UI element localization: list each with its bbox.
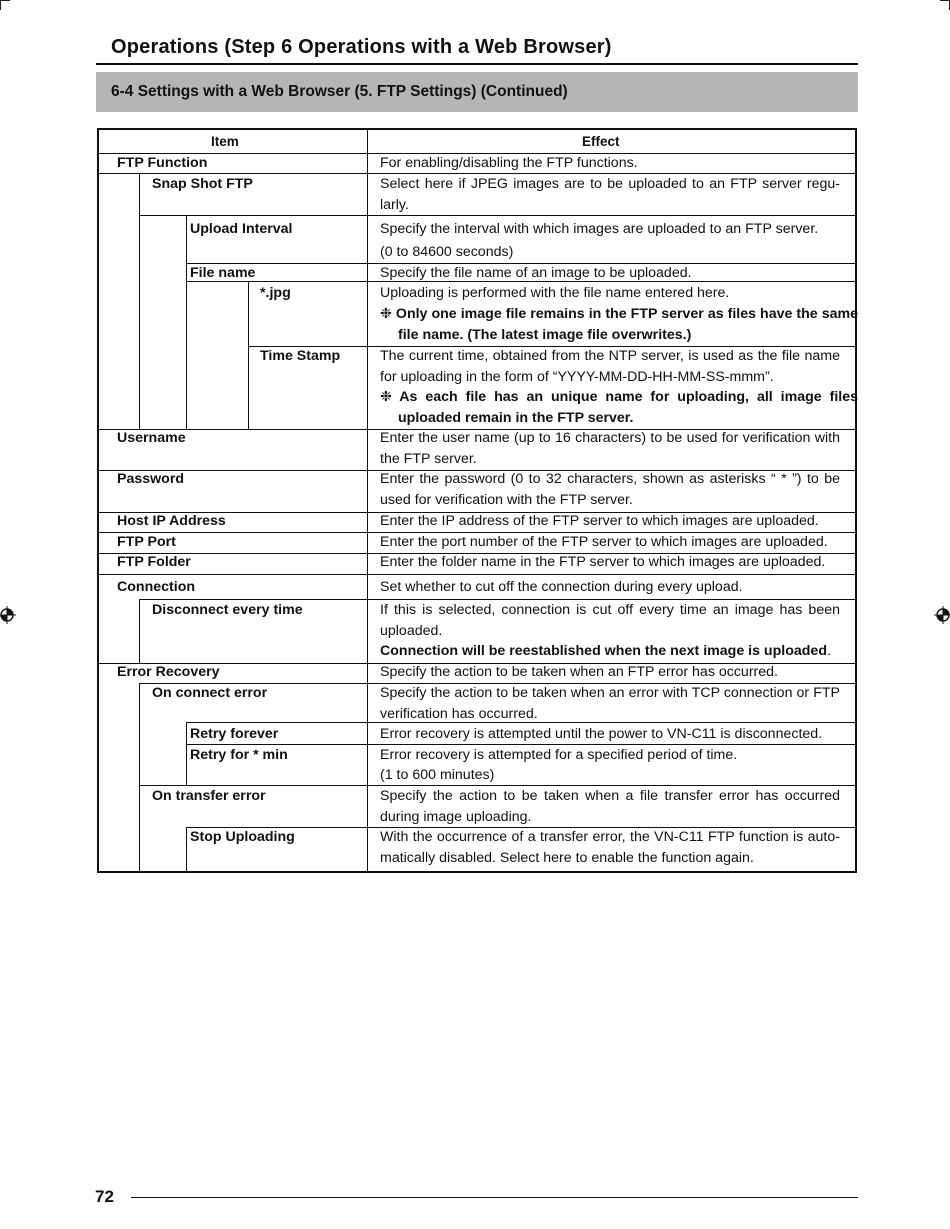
- registration-mark-icon: [934, 606, 950, 624]
- effect-ftp-folder: Enter the folder name in the FTP server to which images are uploaded.: [380, 554, 826, 570]
- note-jpg: ❉ Only one image file remains in the FTP server as files have the same file name. (The latest image file overwrites.): [380, 306, 858, 343]
- effect-ftp-function: For enabling/disabling the FTP functions.: [380, 155, 638, 171]
- effect-time-stamp: The current time, obtained from the NTP server, is used as the file name for uploading in the form of “YYYY-MM-DD-HH-MM-SS-mmm”.: [380, 348, 840, 385]
- item-retry-forever: Retry forever: [190, 726, 279, 742]
- effect-retry-for-min: Error recovery is attempted for a specified period of time.: [380, 747, 738, 763]
- effect-connection: Set whether to cut off the connection during every upload.: [380, 579, 743, 595]
- item-host-ip-address: Host IP Address: [117, 513, 226, 529]
- table-border: [97, 128, 857, 130]
- effect-disconnect-tail: .: [827, 643, 831, 659]
- row-rule: [97, 574, 857, 575]
- item-ftp-function: FTP Function: [117, 155, 208, 171]
- effect-error-recovery: Specify the action to be taken when an FTP error has occurred.: [380, 664, 778, 680]
- table-border: [855, 128, 857, 873]
- effect-file-name: Specify the file name of an image to be uploaded.: [380, 265, 692, 281]
- column-header-item: Item: [211, 134, 239, 149]
- item-ftp-port: FTP Port: [117, 534, 176, 550]
- effect-upload-interval: Specify the interval with which images are uploaded to an FTP server.: [380, 221, 819, 237]
- crop-mark: [0, 0, 1, 10]
- item-jpg: *.jpg: [260, 285, 291, 301]
- ftp-settings-table: [97, 128, 857, 873]
- nest-line: [139, 173, 140, 430]
- nest-line: [186, 722, 187, 785]
- effect-snap-shot-ftp: Select here if JPEG images are to be uploaded to an FTP server regu-larly.: [380, 176, 840, 213]
- column-header-effect: Effect: [582, 134, 620, 149]
- effect-on-connect-error: Specify the action to be taken when an error with TCP connection or FTP verification has occurred.: [380, 685, 840, 722]
- item-error-recovery: Error Recovery: [117, 664, 220, 680]
- item-time-stamp: Time Stamp: [260, 348, 341, 364]
- page-title: Operations (Step 6 Operations with a Web Browser): [111, 36, 612, 58]
- effect-jpg: Uploading is performed with the file name entered here.: [380, 285, 730, 301]
- item-disconnect-every-time: Disconnect every time: [152, 602, 303, 618]
- effect-retry-for-min-range: (1 to 600 minutes): [380, 767, 495, 783]
- item-upload-interval: Upload Interval: [190, 221, 293, 237]
- item-stop-uploading: Stop Uploading: [190, 829, 295, 845]
- section-band: [96, 72, 858, 112]
- effect-password: Enter the password (0 to 32 characters, shown as asterisks “ * ”) to be used for verification with the FTP server.: [380, 471, 840, 508]
- crop-mark: [0, 0, 10, 1]
- effect-disconnect-bold: Connection will be reestablished when the next image is uploaded: [380, 643, 827, 659]
- note-time-stamp: ❉ As each file has an unique name for uploading, all image files uploaded remain in the FTP server.: [380, 389, 858, 426]
- effect-stop-uploading: With the occurrence of a transfer error, the VN-C11 FTP function is auto-matically disabled. Select here to enable the function again.: [380, 829, 840, 866]
- nest-line: [139, 683, 140, 873]
- effect-on-transfer-error: Specify the action to be taken when a file transfer error has occurred during image uploading.: [380, 788, 840, 825]
- nest-line: [139, 599, 140, 664]
- footer-rule: [131, 1197, 858, 1198]
- item-ftp-folder: FTP Folder: [117, 554, 191, 570]
- item-file-name: File name: [190, 265, 256, 281]
- table-border: [97, 871, 857, 873]
- item-snap-shot-ftp: Snap Shot FTP: [152, 176, 253, 192]
- section-heading: 6-4 Settings with a Web Browser (5. FTP Settings) (Continued): [111, 83, 568, 100]
- column-divider: [367, 128, 368, 873]
- registration-mark-icon: [0, 606, 16, 624]
- item-on-connect-error: On connect error: [152, 685, 268, 701]
- crop-mark: [940, 0, 950, 1]
- item-username: Username: [117, 430, 186, 446]
- effect-retry-forever: Error recovery is attempted until the power to VN-C11 is disconnected.: [380, 726, 823, 742]
- title-rule: [96, 63, 858, 65]
- nest-line: [186, 827, 187, 873]
- effect-disconnect-every-time: If this is selected, connection is cut off every time an image has been uploaded.: [380, 602, 840, 639]
- item-retry-for-min: Retry for * min: [190, 747, 288, 763]
- item-on-transfer-error: On transfer error: [152, 788, 266, 804]
- effect-host-ip-address: Enter the IP address of the FTP server to which images are uploaded.: [380, 513, 819, 529]
- nest-line: [186, 215, 187, 430]
- nest-line: [248, 281, 249, 430]
- item-connection: Connection: [117, 579, 196, 595]
- item-password: Password: [117, 471, 185, 487]
- effect-username: Enter the user name (up to 16 characters) to be used for verification with the FTP server.: [380, 430, 840, 467]
- effect-upload-interval-range: (0 to 84600 seconds): [380, 244, 514, 260]
- page-number: 72: [95, 1187, 114, 1206]
- table-border: [97, 128, 99, 873]
- effect-disconnect-note: [380, 641, 840, 662]
- effect-ftp-port: Enter the port number of the FTP server to which images are uploaded.: [380, 534, 828, 550]
